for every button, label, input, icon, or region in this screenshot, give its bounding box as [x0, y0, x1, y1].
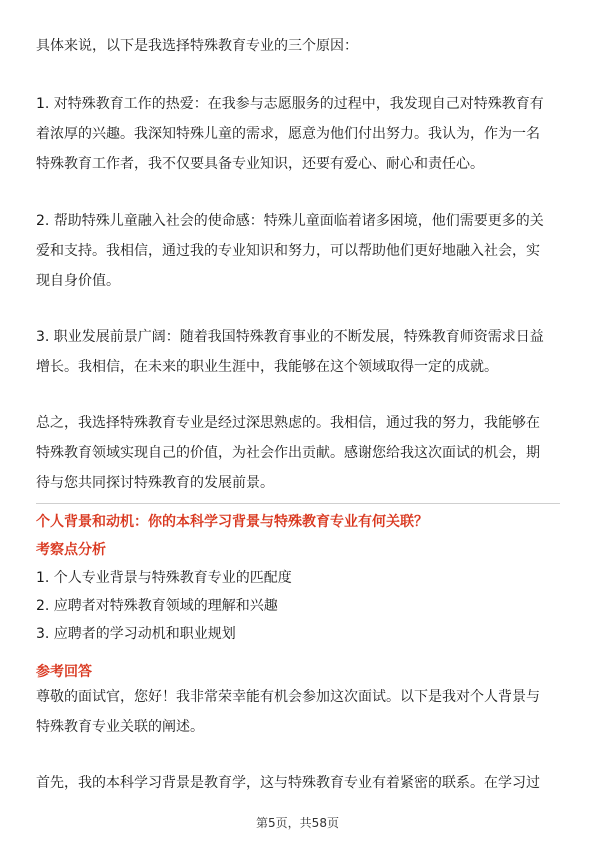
- reason-3-line-2: 增长。我相信，在未来的职业生涯中，我能够在这个领域取得一定的成就。: [36, 359, 498, 375]
- reason-2-line-2: 爱和支持。我相信，通过我的专业知识和努力，可以帮助他们更好地融入社会，实: [36, 243, 540, 259]
- conclusion-line-2: 特殊教育领域实现自己的价值，为社会作出贡献。感谢您给我这次面试的机会，期: [36, 445, 540, 461]
- answer-first-paragraph: [36, 768, 566, 798]
- answer-intro-line-1: 尊敬的面试官，您好！我非常荣幸能有机会参加这次面试。以下是我对个人背景与: [36, 689, 540, 705]
- analysis-heading: 考察点分析: [36, 542, 106, 558]
- analysis-point: 3. 应聘者的学习动机和职业规划: [36, 626, 236, 642]
- conclusion-line-1: 总之，我选择特殊教育专业是经过深思熟虑的。我相信，通过我的努力，我能够在: [36, 415, 540, 431]
- conclusion-paragraph: [36, 408, 566, 498]
- reason-3-paragraph: [36, 322, 566, 382]
- reason-1-line-1: 1. 对特殊教育工作的热爱：在我参与志愿服务的过程中，我发现自己对特殊教育有: [36, 96, 544, 112]
- reason-3-line-1: 3. 职业发展前景广阔：随着我国特殊教育事业的不断发展，特殊教育师资需求日益: [36, 329, 544, 345]
- answer-first-line: 首先，我的本科学习背景是教育学，这与特殊教育专业有着紧密的联系。在学习过: [36, 775, 540, 791]
- reason-2-paragraph: [36, 206, 566, 296]
- analysis-point: 2. 应聘者对特殊教育领域的理解和兴趣: [36, 598, 278, 614]
- analysis-point: 1. 个人专业背景与特殊教育专业的匹配度: [36, 570, 292, 586]
- reason-1-line-2: 着浓厚的兴趣。我深知特殊儿童的需求，愿意为他们付出努力。我认为，作为一名: [36, 126, 540, 142]
- answer-heading: 参考回答: [36, 664, 92, 680]
- interview-question: 个人背景和动机：你的本科学习背景与特殊教育专业有何关联？: [36, 514, 428, 530]
- section-divider: [36, 503, 560, 504]
- conclusion-line-3: 待与您共同探讨特殊教育的发展前景。: [36, 475, 274, 491]
- intro-paragraph: [36, 31, 566, 61]
- reason-1-line-3: 特殊教育工作者，我不仅要具备专业知识，还要有爱心、耐心和责任心。: [36, 156, 484, 172]
- page-number: 第5页，共58页: [256, 816, 339, 830]
- reason-1-paragraph: [36, 89, 566, 179]
- answer-intro-paragraph: [36, 682, 566, 742]
- answer-intro-line-2: 特殊教育专业关联的阐述。: [36, 719, 204, 735]
- reason-2-line-1: 2. 帮助特殊儿童融入社会的使命感：特殊儿童面临着诸多困境，他们需要更多的关: [36, 213, 544, 229]
- reason-2-line-3: 现自身价值。: [36, 273, 120, 289]
- intro-line: 具体来说，以下是我选择特殊教育专业的三个原因：: [36, 38, 358, 54]
- analysis-points-list: [36, 564, 292, 648]
